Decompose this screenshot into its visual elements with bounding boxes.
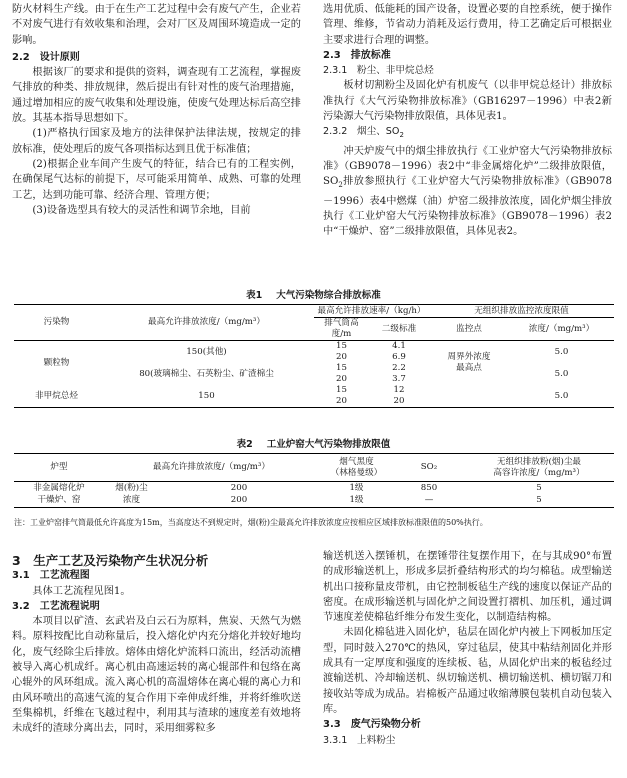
paragraph: 本项目以矿渣、玄武岩及白云石为原料，焦炭、天然气为燃料。原料按配比自动称量后，投入熔化炉内充分熔化并较好地均化，废气经除尘后排放。熔体由熔化炉流料口流出，经活动流槽被导入离心机成纤。离心机由高速运转的离心辊部件和包络在离心辊外的风环组成。流入离心机的高温熔体在离心辊的离心力和由风环喷出的高速气流的复合作用下牵伸成纤维，并将纤维吹送至集棉机，纤维在飞越过程中，利用其与渣球的速度差有效地将未成纤的渣球分离出去，同时，采用细雾粒多: [12, 616, 301, 735]
cell-height: 20: [314, 396, 369, 408]
cell-monitor-point: 周界外浓度 最高点: [447, 352, 491, 373]
paragraph: (2)根据企业车间产生废气的特征，结合已有的工程实例，在确保尾气达标的前提下，尽可能采用简单、成熟、可靠的处理工艺，达到功能可靠、经济合理、管理方便；: [12, 158, 301, 201]
section-heading-3-1: 3.1 工艺流程图: [12, 570, 90, 582]
cell-height: 20: [336, 374, 347, 384]
col-header-rate: 最高允许排放速率/（kg/h）: [314, 305, 429, 318]
col-header-so2: SO₂: [394, 454, 464, 482]
cell-blackness: 1级: [319, 495, 394, 508]
paragraph: (3)设备选型具有较大的灵活性和调节余地，目前: [32, 204, 251, 216]
cell-conc: 200: [230, 482, 248, 493]
paragraph: 冲天炉废气中的烟尘排放执行《工业炉窑大气污染物排放标准》（GB9078－1996）表2中“非金属熔化炉”二级排放限值，$SO_2$排放参照执行《工业炉窑大气污染物排放标准》（GB9078－1996）表4中燃煤（油）炉窑二级排放浓度，固化炉烟尘排放执行《工业炉窑大气污染物排放标准》（GB9078－1996）表2中“干燥炉、窑”二级排放限值，具体见表2。: [323, 145, 612, 238]
subsection-heading-2-3-1: 2.3.1 粉尘、非甲烷总烃: [323, 65, 434, 77]
cell-monitor-point: [429, 385, 509, 408]
cell-height: 15: [336, 363, 347, 373]
cell-level: 2.2: [392, 363, 406, 373]
cell-conc: 80(玻璃棉尘、石英粉尘、矿渣棉尘: [139, 368, 274, 379]
col-header-level: 二级标准: [369, 318, 429, 341]
section-heading-3-3: 3.3 废气污染物分析: [323, 719, 421, 731]
cell-so2: 850: [420, 482, 438, 493]
cell-conc: 150: [99, 385, 314, 408]
section-heading-3: 3 生产工艺及污染物产生状况分析: [12, 553, 209, 568]
table1: [14, 304, 614, 408]
cell-level: 3.7: [392, 374, 406, 384]
right-column-top: [323, 2, 612, 239]
cell-particulate: 颗粒物: [43, 357, 70, 368]
cell-height: 20: [336, 352, 347, 362]
col-header-unorganized: 无组织排放监控浓度限值: [429, 305, 614, 318]
cell-height: 15: [336, 385, 347, 395]
cell-level: 20: [369, 396, 429, 408]
cell-level: 4.1: [392, 341, 406, 351]
col-header-monitor-point: 监控点: [429, 318, 509, 341]
cell-conc: 200: [159, 495, 319, 508]
cell-unorg: 5: [464, 495, 614, 508]
subsection-heading-2-3-2: 2.3.2 烟尘、$SO_2$: [323, 126, 404, 140]
cell-unorg-conc: 5.0: [509, 385, 614, 408]
cell-nmhc: 非甲烷总烃: [14, 385, 99, 408]
cell-item: 烟(粉)尘: [115, 482, 148, 493]
cell-blackness: 1级: [349, 482, 364, 493]
cell-level: 6.9: [392, 352, 406, 362]
col-header-conc: 最高允许排放浓度/（mg/m³）: [104, 454, 319, 482]
paragraph: 未固化棉毡进入固化炉，毡层在固化炉内被上下网板加压定型，同时鼓入270℃的热风，穿过毡层，使其中粘结剂固化并形成具有一定厚度和强度的连续板、毡，从固化炉出来的板毡经过渡输送机、冷却输送机、纵切输送机、横切输送机、横切锯刀和接收站等成为成品。岩棉板产品通过收缩薄膜包装机自动包装入库。: [323, 627, 612, 715]
paragraph: (1)严格执行国家及地方的法律保护法律法规，按规定的排放标准，使处理后的废气各项指标达到且优于标准值；: [12, 128, 301, 155]
cell-unorg-conc: 5.0: [554, 368, 569, 379]
left-column-top: [12, 2, 301, 218]
section-heading-3-2: 3.2 工艺流程说明: [12, 600, 100, 612]
cell-conc: 150(其他): [186, 346, 227, 357]
col-header-furnace-type: 炉型: [14, 454, 104, 482]
cell-level: 12: [393, 385, 405, 395]
cell-unorg: 5: [536, 482, 542, 493]
paragraph: 输送机送入摆锤机，在摆锤带往复摆作用下，在与其成90°布置的成形输送机上，形成多层折叠结构形式的均匀棉毡。成型输送机出口接称量皮带机，由它控制板毡生产线的速度以保证产品的密度。在成形输送机与固化炉之间设置打褶机、加压机，通过调节速度差使棉毡纤维分布发生变化，以制造结构棉。: [323, 551, 612, 624]
table2-caption: 表2 工业炉窑大气污染物排放限值: [236, 439, 391, 450]
paragraph: 选用优质、低能耗的国产设备，设置必要的自控系统，便于操作管理、维修，节省动力消耗及运行费用，待工艺确定后可根据业主要求进行合理的调整。: [323, 4, 612, 46]
cell-item: 浓度: [104, 495, 159, 508]
col-header-pollutant: 污染物: [14, 305, 99, 341]
col-header-unorg-conc: 浓度/（mg/m³）: [509, 318, 614, 341]
paragraph: 板材切割粉尘及固化炉有机废气（以非甲烷总烃计）排放标准执行《大气污染物排放标准》（GB16297－1996）中表2新污染源大气污染物排放限值，具体见表1。: [323, 80, 612, 123]
table1-caption: 表1 大气污染物综合排放标准: [246, 290, 381, 301]
col-header-height: 排气筒高度/m: [314, 318, 369, 341]
cell-so2: —: [394, 495, 464, 508]
table2: [14, 453, 614, 508]
right-column-bottom: [323, 549, 612, 748]
cell-unorg-conc: 5.0: [554, 346, 569, 357]
col-header-unorg: 无组织排放粉(烟)尘最 高容许浓度/（mg/m³）: [464, 454, 614, 482]
section-heading-2-2: 2.2 设计原则: [12, 51, 80, 63]
col-header-blackness: 烟气黑度 （林格曼级）: [319, 454, 394, 482]
paragraph: 具体工艺流程见图1。: [32, 585, 131, 597]
subsection-heading-3-3-1: 3.3.1 上料粉尘: [323, 734, 396, 746]
section-heading-2-3: 2.3 排放标准: [323, 49, 391, 61]
left-column-bottom: [12, 553, 301, 737]
table2-note: 注：工业炉窑排气筒最低允许高度为15m，当高度达不到规定时，烟(粉)尘最高允许排放浓度应按相应区域排放标准限值的50%执行。: [14, 518, 488, 527]
paragraph: 防火材料生产线。由于在生产工艺过程中会有废气产生，企业若不对废气进行有效收集和治理，会对厂区及周围环境造成一定的影响。: [12, 4, 301, 46]
paragraph: 根据该厂的要求和提供的资料，调查现有工艺流程，掌握废气排放的种类、排放规律，然后提出有针对性的废气治理措施，通过增加相应的废气收集和处理设施，使废气处理达标后高空排放。其基本指导思想如下。: [12, 67, 301, 125]
cell-type: 非金属熔化炉: [33, 482, 85, 493]
col-header-conc: 最高允许排放浓度/（mg/m³）: [99, 305, 314, 341]
cell-height: 15: [336, 341, 347, 351]
cell-type: 干燥炉、窑: [14, 495, 104, 508]
